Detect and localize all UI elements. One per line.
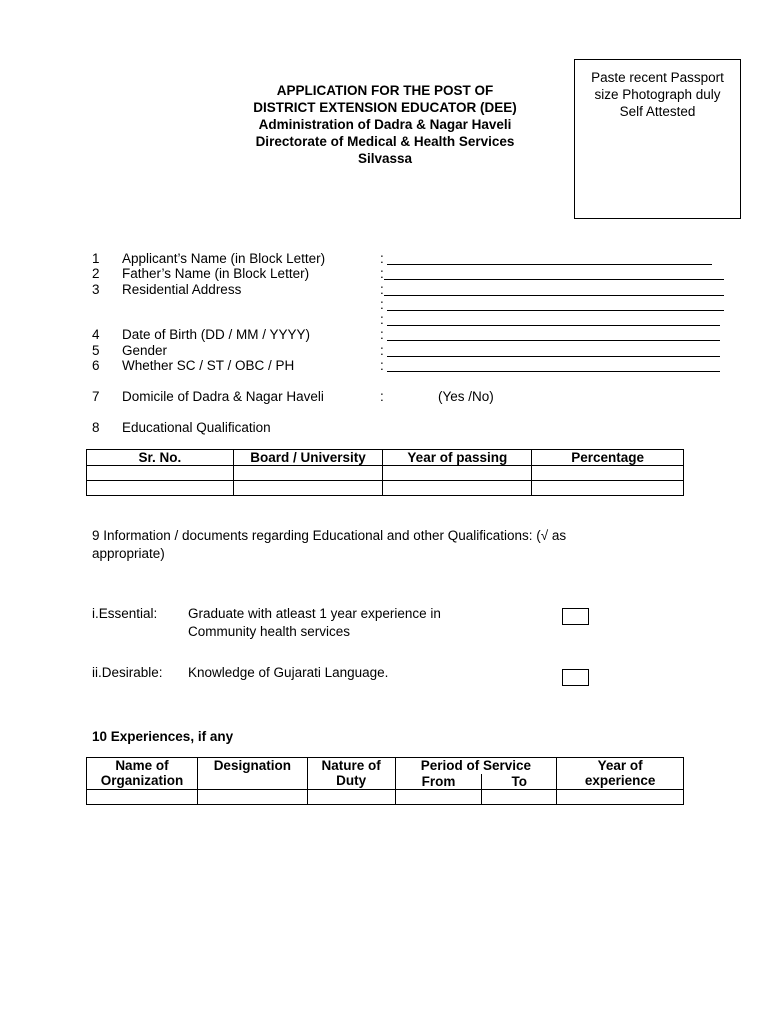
address-input-line-2[interactable]	[387, 310, 724, 311]
essential-line-2: Community health services	[188, 624, 351, 639]
column-header-board: Board / University	[233, 450, 383, 466]
year-header-line-1: Year of	[597, 758, 643, 773]
field-label: Residential Address	[122, 282, 242, 297]
field-number: 4	[92, 327, 100, 342]
column-header-to: To	[482, 774, 557, 790]
colon: :	[380, 327, 384, 342]
field-label: Date of Birth (DD / MM / YYYY)	[122, 327, 311, 342]
column-header-duty	[307, 758, 395, 790]
section-9-line-1: 9 Information / documents regarding Educational and other Qualifications: (√ as	[92, 528, 567, 543]
field-label: Domicile of Dadra & Nagar Haveli	[122, 389, 324, 404]
essential-text	[188, 605, 441, 641]
colon: :	[380, 297, 384, 312]
table-cell[interactable]	[395, 790, 482, 805]
colon: :	[380, 251, 384, 266]
table-cell[interactable]	[557, 790, 684, 805]
field-label: Applicant’s Name (in Block Letter)	[122, 251, 326, 266]
desirable-checkbox[interactable]	[562, 669, 589, 686]
photo-text-3: Self Attested	[619, 104, 696, 119]
photo-text-2: size Photograph duly	[594, 87, 721, 102]
table-cell[interactable]	[87, 466, 234, 481]
field-number: 8	[92, 420, 100, 435]
table-cell[interactable]	[87, 790, 198, 805]
field-education	[0, 420, 770, 436]
table-row	[87, 790, 684, 805]
colon: :	[380, 389, 384, 404]
field-label: Gender	[122, 343, 168, 358]
table-cell[interactable]	[233, 481, 383, 496]
table-cell[interactable]	[532, 481, 684, 496]
org-header-line-2: Organization	[100, 773, 184, 788]
applicant-name-input-line[interactable]	[387, 264, 712, 265]
field-number: 6	[92, 358, 100, 373]
field-label: Whether SC / ST / OBC / PH	[122, 358, 295, 373]
table-cell[interactable]	[383, 481, 532, 496]
title-line-1: APPLICATION FOR THE POST OF	[276, 83, 494, 98]
title-line-2: DISTRICT EXTENSION EDUCATOR (DEE)	[253, 100, 517, 115]
table-cell[interactable]	[532, 466, 684, 481]
duty-header-line-1: Nature of	[321, 758, 381, 773]
address-input-line-3[interactable]	[387, 325, 720, 326]
table-row	[87, 466, 684, 481]
field-number: 3	[92, 282, 100, 297]
table-cell[interactable]	[383, 466, 532, 481]
column-header-period: Period of Service	[395, 758, 557, 774]
domicile-options[interactable]: (Yes /No)	[438, 389, 494, 404]
essential-checkbox[interactable]	[562, 608, 589, 625]
table-row	[87, 481, 684, 496]
duty-header-line-2: Duty	[336, 773, 367, 788]
field-number: 1	[92, 251, 100, 266]
photo-box[interactable]	[574, 59, 741, 219]
section-9-line-2: appropriate)	[92, 546, 165, 561]
table-cell[interactable]	[482, 790, 557, 805]
column-header-year: Year of passing	[383, 450, 532, 466]
colon: :	[380, 358, 384, 373]
column-header-sr-no: Sr. No.	[87, 450, 234, 466]
title-line-3: Administration of Dadra & Nagar Haveli	[258, 117, 512, 132]
field-label: Father’s Name (in Block Letter)	[122, 266, 310, 281]
column-header-percentage: Percentage	[532, 450, 684, 466]
column-header-designation: Designation	[197, 758, 307, 790]
field-number: 5	[92, 343, 100, 358]
org-header-line-1: Name of	[115, 758, 169, 773]
experience-table	[86, 757, 684, 805]
column-header-from: From	[395, 774, 482, 790]
education-table	[86, 449, 684, 496]
gender-input-line[interactable]	[387, 356, 720, 357]
essential-label: i.Essential:	[92, 606, 158, 621]
colon: :	[380, 312, 384, 327]
address-input-line-1[interactable]	[384, 295, 724, 296]
section-10-title: 10 Experiences, if any	[92, 729, 234, 744]
desirable-label: ii.Desirable:	[92, 665, 163, 680]
section-9-text	[92, 527, 566, 563]
colon: :	[380, 266, 384, 281]
table-cell[interactable]	[233, 466, 383, 481]
title-line-5: Silvassa	[357, 151, 413, 166]
field-domicile	[0, 389, 770, 405]
year-header-line-2: experience	[584, 773, 656, 788]
form-title	[200, 82, 570, 167]
father-name-input-line[interactable]	[384, 279, 724, 280]
field-label: Educational Qualification	[122, 420, 271, 435]
title-line-4: Directorate of Medical & Health Services	[255, 134, 515, 149]
table-cell[interactable]	[197, 790, 307, 805]
colon: :	[380, 343, 384, 358]
field-number: 2	[92, 266, 100, 281]
category-input-line[interactable]	[387, 371, 720, 372]
field-number: 7	[92, 389, 100, 404]
column-header-organization	[87, 758, 198, 790]
table-cell[interactable]	[307, 790, 395, 805]
essential-line-1: Graduate with atleast 1 year experience in	[188, 606, 441, 621]
column-header-year-experience	[557, 758, 684, 790]
desirable-text: Knowledge of Gujarati Language.	[188, 665, 389, 680]
colon: :	[380, 282, 384, 297]
table-cell[interactable]	[87, 481, 234, 496]
dob-input-line[interactable]	[387, 340, 720, 341]
photo-text-1: Paste recent Passport	[591, 70, 724, 85]
